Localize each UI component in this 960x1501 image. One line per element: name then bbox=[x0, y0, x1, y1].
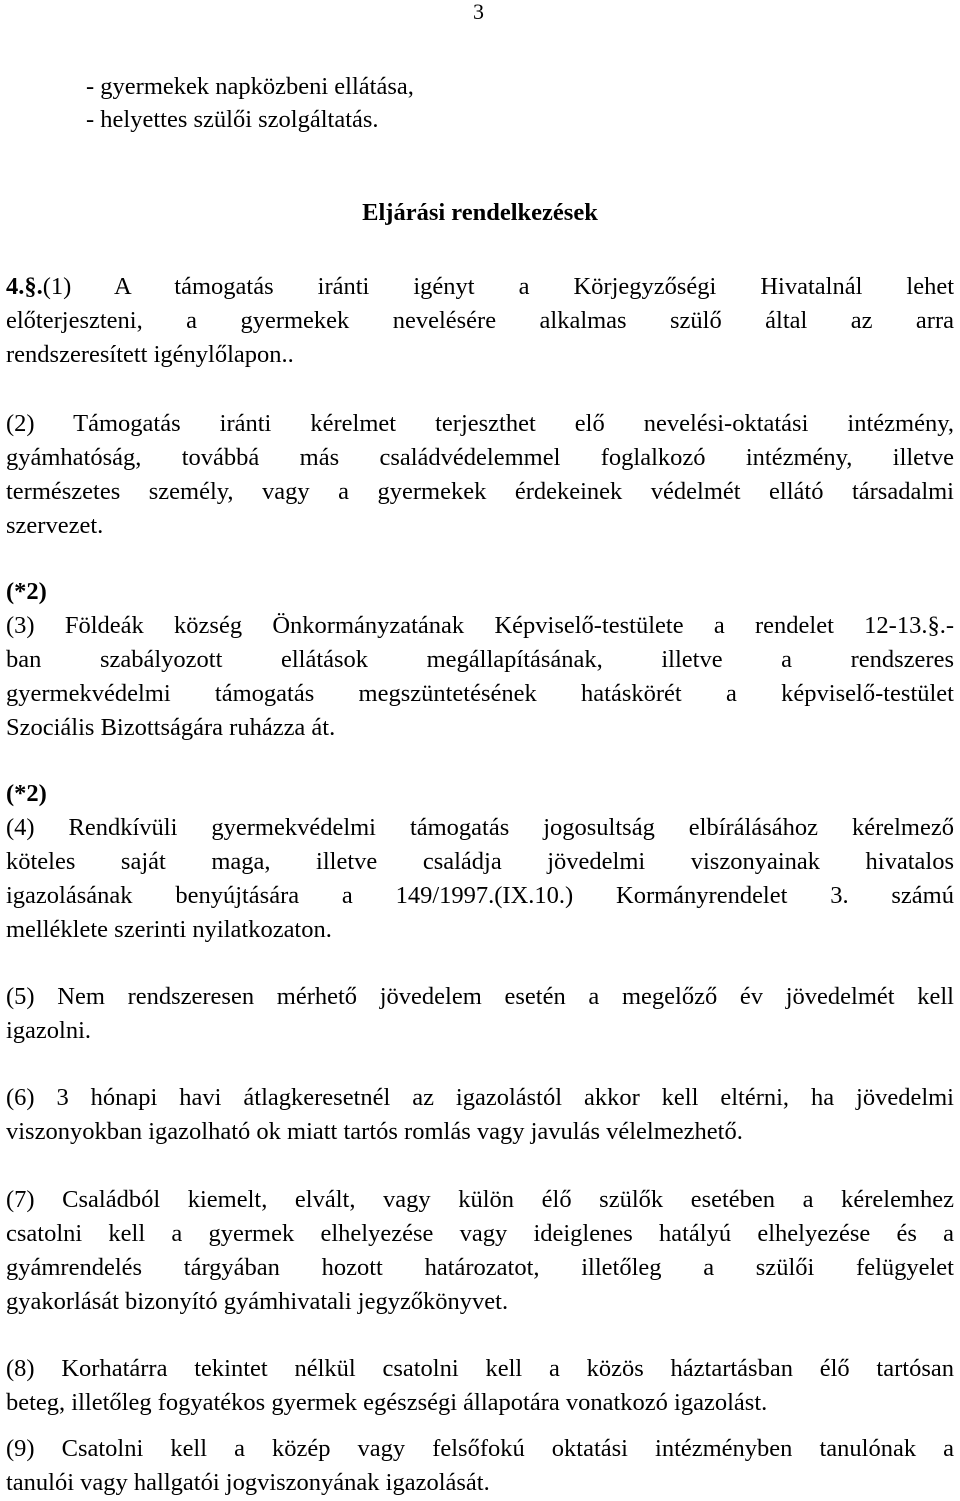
paragraph-line bbox=[6, 272, 954, 302]
paragraph-line: gyermekvédelmi támogatás megszüntetésének hatáskörét a képviselő-testület bbox=[6, 680, 954, 707]
paragraph-line: beteg, illetőleg fogyatékos gyermek egészségi állapotára vonatkozó igazolást. bbox=[6, 1389, 768, 1416]
list-item: - gyermekek napközbeni ellátása, bbox=[86, 73, 414, 100]
list-item: - helyettes szülői szolgáltatás. bbox=[86, 106, 379, 133]
paragraph-line: rendszeresített igénylőlapon.. bbox=[6, 341, 294, 368]
paragraph-line: gyámhatóság, továbbá más családvédelemmel foglalkozó intézmény, illetve bbox=[6, 444, 954, 471]
paragraph-line: igazolni. bbox=[6, 1017, 92, 1044]
paragraph-line: Szociális Bizottságára ruházza át. bbox=[6, 714, 336, 741]
paragraph-line: melléklete szerinti nyilatkozaton. bbox=[6, 916, 332, 943]
paragraph-line: természetes személy, vagy a gyermekek érdekeinek védelmét ellátó társadalmi bbox=[6, 478, 954, 505]
paragraph-line: ban szabályozott ellátások megállapításának, illetve a rendszeres bbox=[6, 646, 954, 673]
paragraph-line: (2) Támogatás iránti kérelmet terjeszthet elő nevelési-oktatási intézmény, bbox=[6, 410, 954, 437]
paragraph-line: (3) Földeák község Önkormányzatának Képviselő-testülete a rendelet 12-13.§.- bbox=[6, 612, 954, 639]
paragraph-text: (1) A támogatás iránti igényt a Körjegyzőségi Hivatalnál lehet bbox=[42, 273, 954, 300]
paragraph-line: köteles saját maga, illetve családja jövedelmi viszonyainak hivatalos bbox=[6, 848, 954, 875]
paragraph-line: (9) Csatolni kell a közép vagy felsőfokú oktatási intézményben tanulónak a bbox=[6, 1435, 954, 1462]
paragraph-line: (7) Családból kiemelt, elvált, vagy külön élő szülők esetében a kérelemhez bbox=[6, 1186, 954, 1213]
paragraph-line: (4) Rendkívüli gyermekvédelmi támogatás jogosultság elbírálásához kérelmező bbox=[6, 814, 954, 841]
section-heading: Eljárási rendelkezések bbox=[362, 199, 598, 226]
paragraph-line: gyámrendelés tárgyában hozott határozatot, illetőleg a szülői felügyelet bbox=[6, 1254, 954, 1281]
paragraph-line: előterjeszteni, a gyermekek nevelésére alkalmas szülő által az arra bbox=[6, 307, 954, 334]
amendment-marker: (*2) bbox=[6, 578, 47, 605]
paragraph-line: tanulói vagy hallgatói jogviszonyának igazolását. bbox=[6, 1469, 490, 1496]
paragraph-line: szervezet. bbox=[6, 512, 104, 539]
paragraph-line: igazolásának benyújtására a 149/1997.(IX.10.) Kormányrendelet 3. számú bbox=[6, 882, 954, 909]
paragraph-line: (6) 3 hónapi havi átlagkeresetnél az igazolástól akkor kell eltérni, ha jövedelmi bbox=[6, 1084, 954, 1111]
paragraph-line: gyakorlását bizonyító gyámhivatali jegyzőkönyvet. bbox=[6, 1288, 509, 1315]
paragraph-line: (5) Nem rendszeresen mérhető jövedelem esetén a megelőző év jövedelmét kell bbox=[6, 983, 954, 1010]
paragraph-line: csatolni kell a gyermek elhelyezése vagy ideiglenes hatályú elhelyezése és a bbox=[6, 1220, 954, 1247]
paragraph-line: (8) Korhatárra tekintet nélkül csatolni kell a közös háztartásban élő tartósan bbox=[6, 1355, 954, 1382]
section-label: 4.§. bbox=[6, 273, 43, 300]
page-number: 3 bbox=[473, 0, 484, 24]
paragraph-line: viszonyokban igazolható ok miatt tartós romlás vagy javulás vélelmezhető. bbox=[6, 1118, 743, 1145]
amendment-marker: (*2) bbox=[6, 780, 47, 807]
